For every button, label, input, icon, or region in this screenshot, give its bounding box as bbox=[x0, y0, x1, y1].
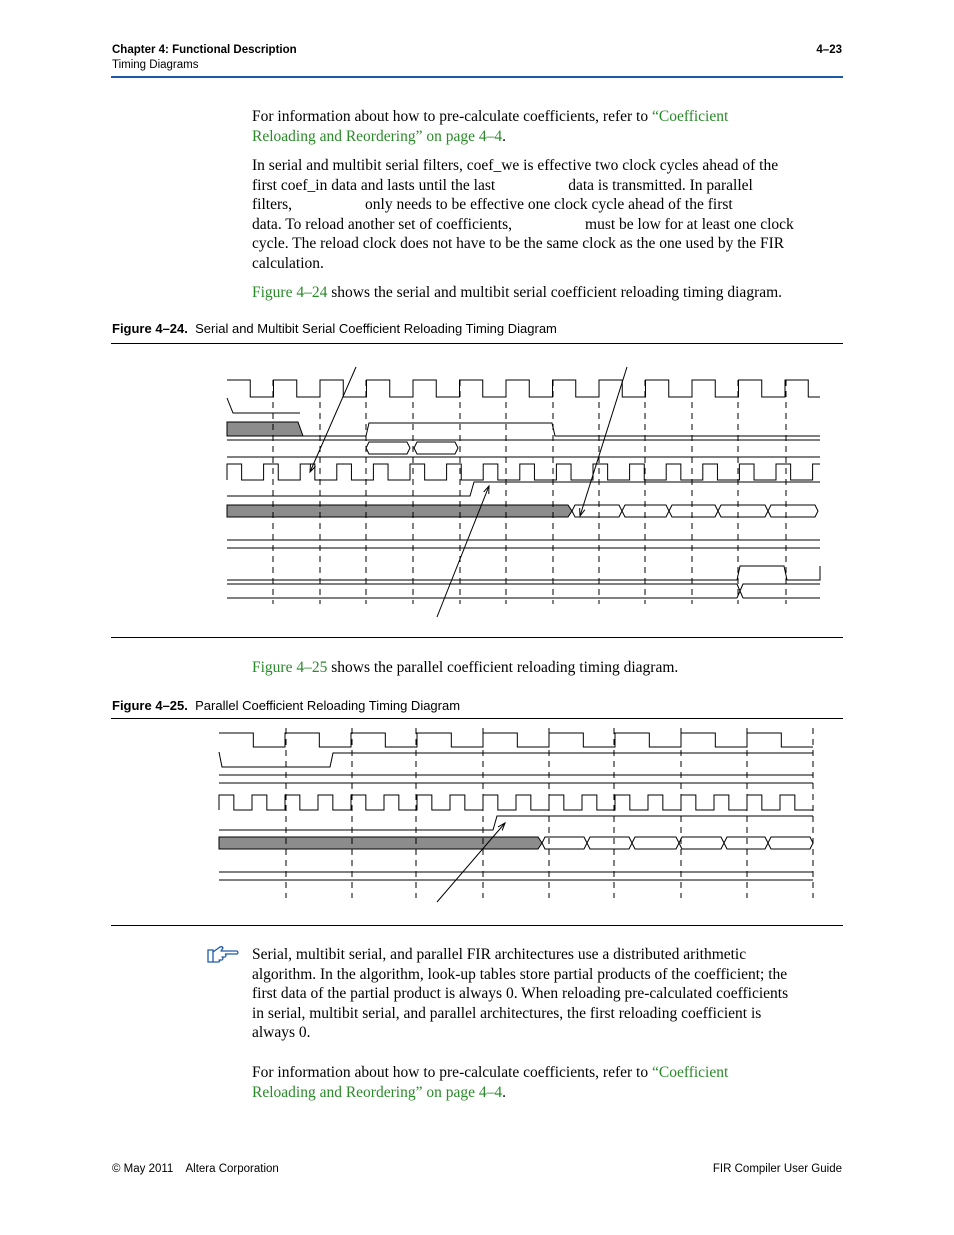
signal-wave-5 bbox=[219, 752, 813, 767]
annotation-arrow-3-head bbox=[484, 486, 489, 494]
link-figure-4-25[interactable]: Figure 4–25 bbox=[252, 659, 328, 676]
footer-guide-title: FIR Compiler User Guide bbox=[712, 1163, 842, 1175]
system-clock-wave bbox=[227, 464, 820, 480]
annotation-arrow-3 bbox=[437, 486, 489, 617]
header-rule bbox=[111, 76, 843, 78]
paragraph-fig24-ref: Figure 4–24 shows the serial and multibit serial coefficient reloading timing diagram. bbox=[252, 284, 783, 301]
annotation-arrow-4 bbox=[437, 823, 505, 902]
signal-wave-1 bbox=[227, 398, 300, 413]
reload-clock-wave bbox=[227, 380, 820, 397]
bus-cell bbox=[669, 505, 718, 517]
bus-shaded-1 bbox=[227, 422, 303, 436]
link-figure-4-24[interactable]: Figure 4–24 bbox=[252, 284, 328, 301]
figure-4-24-bottom-rule bbox=[111, 637, 843, 638]
bus-cell bbox=[587, 837, 632, 849]
annotation-arrow-1 bbox=[310, 367, 356, 472]
pointing-hand-icon bbox=[206, 944, 240, 964]
reload-clock-wave-2 bbox=[219, 733, 813, 747]
figure-4-24-caption: Figure 4–24. Serial and Multibit Serial Coefficient Reloading Timing Diagram bbox=[112, 321, 557, 336]
paragraph-precalc-ref-2: For information about how to pre-calculate coefficients, refer to “Coefficient Reloading and Reordering” on page 4–4. bbox=[252, 1064, 729, 1101]
annotation-arrow-4-head bbox=[498, 823, 505, 830]
footer-copyright: © May 2011 Altera Corporation bbox=[112, 1163, 279, 1175]
bus-cell bbox=[679, 837, 724, 849]
bus-cell bbox=[622, 505, 669, 517]
signal-wave-6 bbox=[219, 816, 813, 830]
bus-cell bbox=[542, 837, 587, 849]
bus-cell bbox=[724, 837, 768, 849]
figure-4-25-top-rule bbox=[111, 718, 843, 719]
link-coefficient-reloading-2-cont[interactable]: Reloading and Reordering” on page 4–4 bbox=[252, 1083, 503, 1101]
bus-cell bbox=[768, 837, 813, 849]
bus-last-cell bbox=[737, 584, 820, 598]
system-clock-wave-2 bbox=[219, 795, 813, 810]
bus-shaded-3 bbox=[219, 837, 542, 849]
bus-cell bbox=[414, 442, 458, 454]
running-header-section: Timing Diagrams bbox=[112, 59, 199, 71]
bus-cell bbox=[366, 442, 410, 454]
figure-4-25-caption: Figure 4–25. Parallel Coefficient Reloading Timing Diagram bbox=[112, 698, 461, 713]
bus-shaded-2 bbox=[227, 505, 572, 517]
bus-cell bbox=[572, 505, 622, 517]
link-coefficient-reloading-cont[interactable]: Reloading and Reordering” on page 4–4 bbox=[252, 127, 503, 145]
note-distributed-arithmetic: Serial, multibit serial, and parallel FIR architectures use a distributed arithmetic algorithm. In the algorithm, look-up tables store partial products of the coefficient; the first data of the partial product is always 0. When reloading pre-calculated coefficients in serial, multibit serial, and parallel architectures, the first reloading coefficient is always 0. bbox=[252, 946, 789, 1042]
running-header-chapter: Chapter 4: Functional Description bbox=[112, 44, 297, 56]
link-coefficient-reloading-2[interactable]: “Coefficient bbox=[651, 1064, 729, 1081]
figure-4-24-top-rule bbox=[111, 343, 843, 344]
figure-4-25-bottom-rule bbox=[111, 925, 843, 926]
signal-wave-3 bbox=[227, 482, 820, 496]
annotation-arrow-2-head bbox=[580, 508, 585, 516]
bus-cell bbox=[768, 505, 818, 517]
paragraph-serial-filters: In serial and multibit serial filters, coef_we is effective two clock cycles ahead of the first coef_in data and lasts until the last data is transmitted. In parallel filters, only needs to be effective one clock cycle ahead of the first data. To reload another set of coefficients, must be low for at least one clock cycle. The reload clock does not have to be the same clock as the one used by the FIR calculation. bbox=[252, 157, 794, 272]
paragraph-fig25-ref: Figure 4–25 shows the parallel coefficient reloading timing diagram. bbox=[252, 659, 679, 676]
annotation-arrow-1-head bbox=[310, 464, 316, 472]
bus-cell bbox=[718, 505, 768, 517]
signal-wave-4 bbox=[227, 566, 820, 580]
link-coefficient-reloading[interactable]: “Coefficient bbox=[651, 108, 729, 125]
annotation-arrow-2 bbox=[580, 367, 627, 516]
page-number: 4–23 bbox=[816, 44, 842, 56]
paragraph-precalc-ref: For information about how to pre-calculate coefficients, refer to “Coefficient Reloading and Reordering” on page 4–4. bbox=[252, 108, 729, 145]
signal-wave-2 bbox=[303, 423, 820, 436]
bus-cell bbox=[632, 837, 679, 849]
